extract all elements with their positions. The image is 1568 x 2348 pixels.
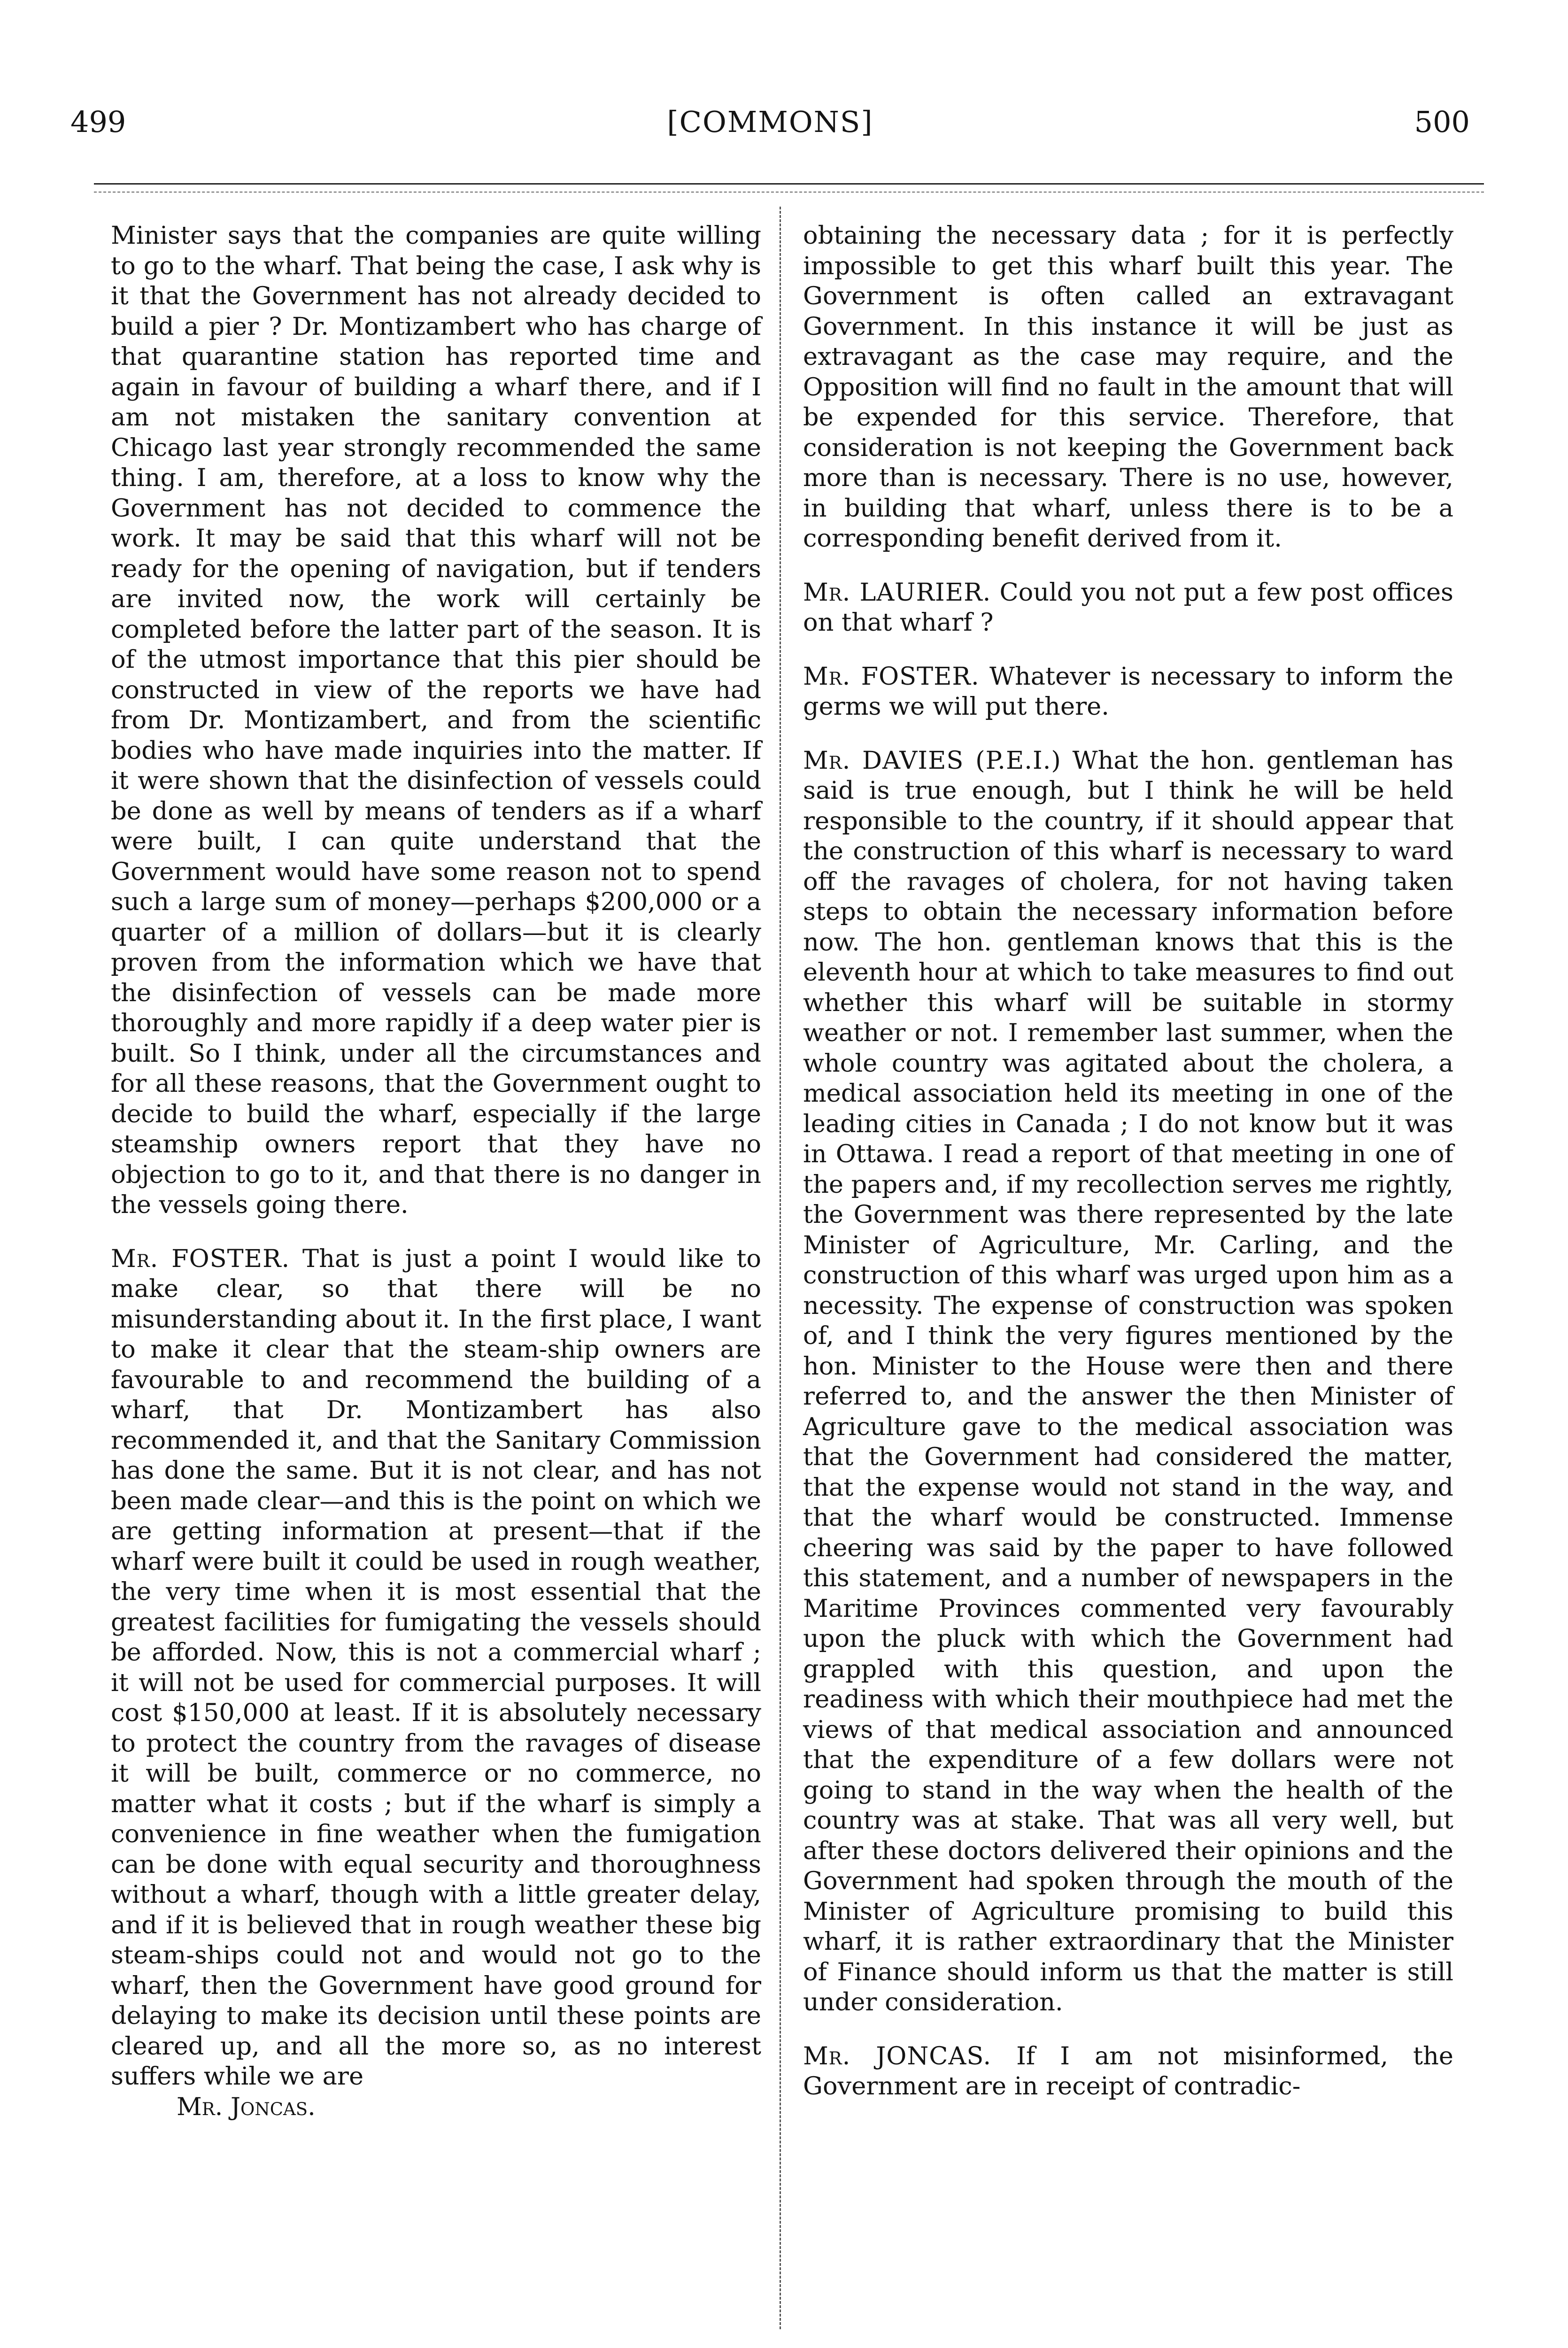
speech-text: Whatever is necessary to inform the germs we will put there. — [803, 662, 1453, 721]
speech-joncas — [803, 2041, 1453, 2102]
page-header — [70, 94, 1470, 150]
speech-text: What the hon. gentleman has said is true enough, but I think he will be held responsible to the country, if it should appear that the construction of this wharf is necessary to ward off the ravages of cholera, for not having taken steps to obtain the necessary information before now. The hon. gentleman knows that this is the eleventh hour at which to take measures to find out whether this wharf will be suitable in stormy weather or not. I remember last summer, when the whole country was agitated about the cholera, a medical association held its meeting in one of the leading cities in Canada ; I do not know but it was in Ottawa. I read a report of that meeting in one of the papers and, if my recollection serves me rightly, the Government was there represented by the late Minister of Agriculture, Mr. Carling, and the construction of this wharf was urged upon him as a necessity. The expense of construction was spoken of, and I think the very figures mentioned by the hon. Minister to the House were then and there referred to, and the answer the then Minister of Agriculture gave to the medical association was that the Government had considered the matter, that the expense would not stand in the way, and that the wharf would be constructed. Immense cheering was said by the paper to have followed this statement, and a number of newspapers in the Maritime Provinces commented very favourably upon the pluck with which the Government had grappled with this question, and upon the readiness with which their mouthpiece had met the views of that medical association and announced that the expenditure of a few dollars were not going to stand in the way when the health of the country was at stake. That was all very well, but after these doctors delivered their opinions and the Government had spoken through the mouth of the Minister of Agriculture promising to build this wharf, it is rather extraordinary that the Minister of Finance should inform us that the matter is still under consideration. — [803, 746, 1453, 2016]
header-rule-dashed — [94, 192, 1484, 193]
speaker-name: Mr. JONCAS. — [803, 2041, 992, 2070]
speech-foster — [111, 1244, 761, 2092]
paragraph: Minister says that the companies are quite willing to go to the wharf. That being the case, I ask why is it that the Government has not already decided to build a pier ? Dr. Montizambert who has charge of that quarantine station has reported time and again in favour of building a wharf there, and if I am not mistaken the sanitary convention at Chicago last year strongly recommended the same thing. I am, therefore, at a loss to know why the Government has not decided to commence the work. It may be said that this wharf will not be ready for the opening of navigation, but if tenders are invited now, the work will certainly be completed before the latter part of the season. It is of the utmost importance that this pier should be constructed in view of the reports we have had from Dr. Montizambert, and from the scientific bodies who have made inquiries into the matter. If it were shown that the disinfection of vessels could be done as well by means of tenders as if a wharf were built, I can quite understand that the Government would have some reason not to spend such a large sum of money—perhaps $200,000 or a quarter of a million of dollars—but it is clearly proven from the information which we have that the disinfection of vessels can be made more thoroughly and more rapidly if a deep water pier is built. So I think, under all the circumstances and for all these reasons, that the Government ought to decide to build the wharf, especially if the large steamship owners report that they have no objection to go to it, and that there is no danger in the vessels going there. — [111, 221, 761, 1219]
paragraph: obtaining the necessary data ; for it is perfectly impossible to get this wharf built this year. The Government is often called an extravagant Government. In this instance it will be just as extravagant as the case may require, and the Opposition will find no fault in the amount that will be expended for this service. Therefore, that consideration is not keeping the Government back more than is necessary. There is no use, however, in building that wharf, unless there is to be a corresponding benefit derived from it. — [803, 221, 1453, 553]
speech-laurier — [803, 578, 1453, 638]
speech-text: If I am not misinformed, the Government are in receipt of contradic- — [803, 2041, 1453, 2101]
column-divider — [780, 207, 781, 2329]
speaker-name: Mr. DAVIES (P.E.I.) — [803, 746, 1061, 775]
speaker-name: Mr. FOSTER. — [803, 662, 980, 691]
speech-text: That is just a point I would like to make clear, so that there will be no misunderstanding about it. In the first place, I want to make it clear that the steam-ship owners are favourable to and recommend the building of a wharf, that Dr. Montizambert has also recommended it, and that the Sanitary Commission has done the same. But it is not clear, and has not been made clear—and this is the point on which we are getting information at present—that if the wharf were built it could be used in rough weather, the very time when it is most essential that the greatest facilities for fumigating the vessels should be afforded. Now, this is not a commercial wharf ; it will not be used for commercial purposes. It will cost $150,000 at least. If it is absolutely necessary to protect the country from the ravages of disease it will be built, commerce or no commerce, no matter what it costs ; but if the wharf is simply a convenience in fine weather when the fumigation can be done with equal security and thoroughness without a wharf, though with a little greater delay, and if it is believed that in rough weather these big steam-ships could not and would not go to the wharf, then the Government have good ground for delaying to make its decision until these points are cleared up, and all the more so, as no interest suffers while we are — [111, 1244, 761, 2091]
page-number-left: 499 — [70, 105, 126, 139]
speaker-name: Mr. LAURIER. — [803, 578, 991, 607]
header-rule — [94, 183, 1484, 185]
right-column — [803, 221, 1453, 2102]
speech-text: Could you not put a few post offices on that wharf ? — [803, 578, 1453, 637]
running-title: [COMMONS] — [667, 105, 873, 139]
continuation-signature: Mr. Joncas. — [177, 2092, 316, 2121]
speech-davies — [803, 746, 1453, 2018]
speech-foster — [803, 662, 1453, 722]
left-column — [111, 221, 761, 2122]
page-number-right: 500 — [1414, 105, 1470, 139]
speaker-name: Mr. FOSTER. — [111, 1244, 290, 1273]
